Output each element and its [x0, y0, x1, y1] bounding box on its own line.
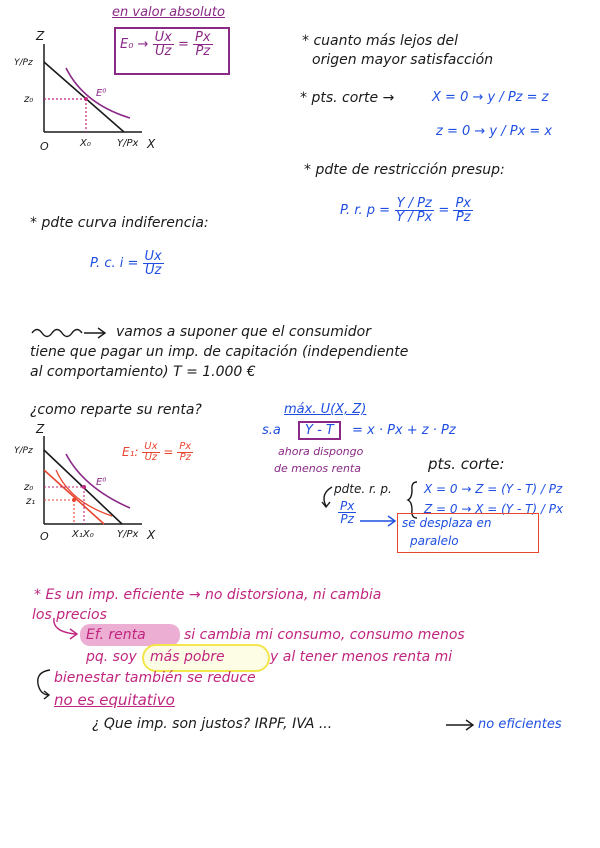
prp-lhs: P. r. p =: [340, 203, 391, 218]
graph1-z-axis-label: Z: [36, 29, 45, 43]
sa-label: s.a: [262, 423, 281, 438]
graph1-e0-label: E⁰: [96, 88, 107, 99]
graph2-e0-label: E⁰: [96, 477, 107, 488]
graph1-equilibrium-point: [84, 97, 88, 101]
efficient-line3: si cambia mi consumo, consumo menos: [184, 627, 465, 643]
efficient-line4-pre: pq. soy: [86, 649, 137, 665]
graph2-e0-point: [82, 485, 86, 489]
reparte-question: ¿como reparte su renta?: [30, 402, 202, 418]
graph2-origin-label: O: [40, 530, 49, 543]
hook-arrow-icon: [48, 616, 84, 644]
pdte-rest-label: * pdte de restricción presup:: [304, 162, 505, 178]
pts-corte2-label: pts. corte:: [428, 455, 505, 473]
prp-formula: [340, 197, 473, 224]
pz-den: Pz: [195, 44, 211, 59]
e1-den1: Uz: [144, 452, 158, 463]
graph2-x1x0-label: X₁X₀: [72, 529, 94, 540]
efficient-line5: bienestar también se reduce: [54, 670, 256, 686]
graph1-origin-label: O: [40, 140, 49, 153]
prp-den2: Pz: [455, 210, 471, 225]
pci-formula: [90, 250, 164, 277]
parallel-shift-line2: paralelo: [410, 534, 459, 548]
mas-pobre-label: más pobre: [150, 649, 225, 665]
ahora-line1: ahora dispongo: [278, 445, 364, 458]
equals-sign: =: [177, 37, 189, 52]
tax-line2: tiene que pagar un imp. de capitación (independiente: [30, 344, 409, 360]
pdte-curva-label: * pdte curva indiferencia:: [30, 215, 209, 231]
px-num: Px: [195, 30, 211, 45]
uz-den: Uz: [155, 44, 172, 59]
squiggle-wave: [32, 330, 82, 337]
pts-corte2-eq1: X = 0 → Z = (Y - T) / Pz: [424, 482, 563, 496]
absolute-value-note: en valor absoluto: [112, 5, 225, 20]
final-answer: no eficientes: [478, 717, 562, 732]
sa-rest: = x · Px + z · Pz: [352, 423, 456, 438]
tax-line3: al comportamiento) T = 1.000 €: [30, 364, 256, 380]
prp-eq: =: [438, 203, 450, 218]
prp-num2: Px: [455, 196, 472, 211]
e1-num2: Px: [179, 441, 192, 452]
graph2-budget-diagram: [0, 400, 180, 550]
graph1-indifference-curve: [66, 68, 130, 118]
graph1-y-px-label: Y/Px: [117, 138, 139, 149]
curved-arrow-path: [324, 487, 332, 506]
e1-den2: Pz: [179, 452, 191, 463]
pci-lhs: P. c. i =: [90, 256, 139, 271]
pdte-rp-num: Px: [340, 499, 355, 513]
graph2-e1-condition: [122, 442, 193, 463]
graph1-y-pz-label: Y/Pz: [14, 58, 33, 68]
no-equitativo: no es equitativo: [54, 691, 175, 709]
ef-renta-label: Ef. renta: [86, 627, 146, 643]
pdte-rp-label: pdte. r. p.: [334, 482, 392, 496]
efficient-line2: los precios: [32, 607, 107, 623]
final-question: ¿ Que imp. son justos? IRPF, IVA ...: [92, 716, 333, 732]
ux-num: Ux: [154, 30, 172, 45]
pts-corte-eq1: X = 0 → y / Pz = z: [432, 90, 549, 105]
e1-lhs: E₁:: [122, 445, 139, 459]
max-utility: máx. U(X, Z): [284, 402, 367, 417]
efficient-line1: * Es un imp. eficiente → no distorsiona, ni cambia: [34, 587, 382, 603]
graph2-z1-label: z₁: [26, 496, 36, 507]
final-arrow-icon: [444, 718, 476, 732]
sa-income-box: Y - T: [298, 421, 341, 440]
graph2-y-pz-label: Y/Pz: [14, 446, 33, 456]
pts-corte-label: * pts. corte →: [300, 90, 395, 106]
e1-eq: =: [163, 445, 174, 459]
graph1-x-axis-label: X: [147, 137, 156, 151]
graph1-budget-diagram: [0, 0, 180, 160]
prp-den1: Y / Px: [396, 210, 433, 225]
pdte-rp-den: Pz: [340, 512, 354, 526]
note-far-line2: origen mayor satisfacción: [312, 52, 494, 68]
ahora-line2: de menos renta: [274, 462, 361, 475]
e0-label: E₀ →: [120, 37, 149, 52]
efficient-line4-post: y al tener menos renta mi: [270, 649, 453, 665]
tax-line1: vamos a suponer que el consumidor: [116, 324, 371, 340]
graph1-budget-line: [44, 62, 124, 132]
pdte-rp-fraction: [338, 500, 356, 525]
graph1-x0-label: X₀: [80, 138, 91, 149]
pci-num: Ux: [144, 249, 162, 264]
e1-num1: Ux: [144, 441, 158, 452]
prp-num1: Y / Pz: [396, 196, 432, 211]
pts-corte2-eq2: Z = 0 → X = (Y - T) / Px: [424, 502, 564, 516]
note-far-line1: * cuanto más lejos del: [302, 33, 459, 49]
parallel-shift-line1: se desplaza en: [402, 516, 492, 530]
graph2-e1-point: [72, 498, 76, 502]
squiggle-arrow: [30, 324, 110, 340]
pts-corte-eq2: z = 0 → y / Px = x: [436, 124, 553, 139]
graph2-y-px-label: Y/Px: [117, 529, 139, 540]
graph1-z0-label: z₀: [24, 94, 34, 105]
graph2-z-axis-label: Z: [36, 422, 45, 436]
bracket-arrow-icon: [34, 666, 54, 702]
arrow-right-icon: [358, 514, 398, 528]
graph2-x-axis-label: X: [147, 528, 156, 542]
graph2-z0-label: z₀: [24, 482, 34, 493]
pci-den: Uz: [144, 263, 162, 278]
